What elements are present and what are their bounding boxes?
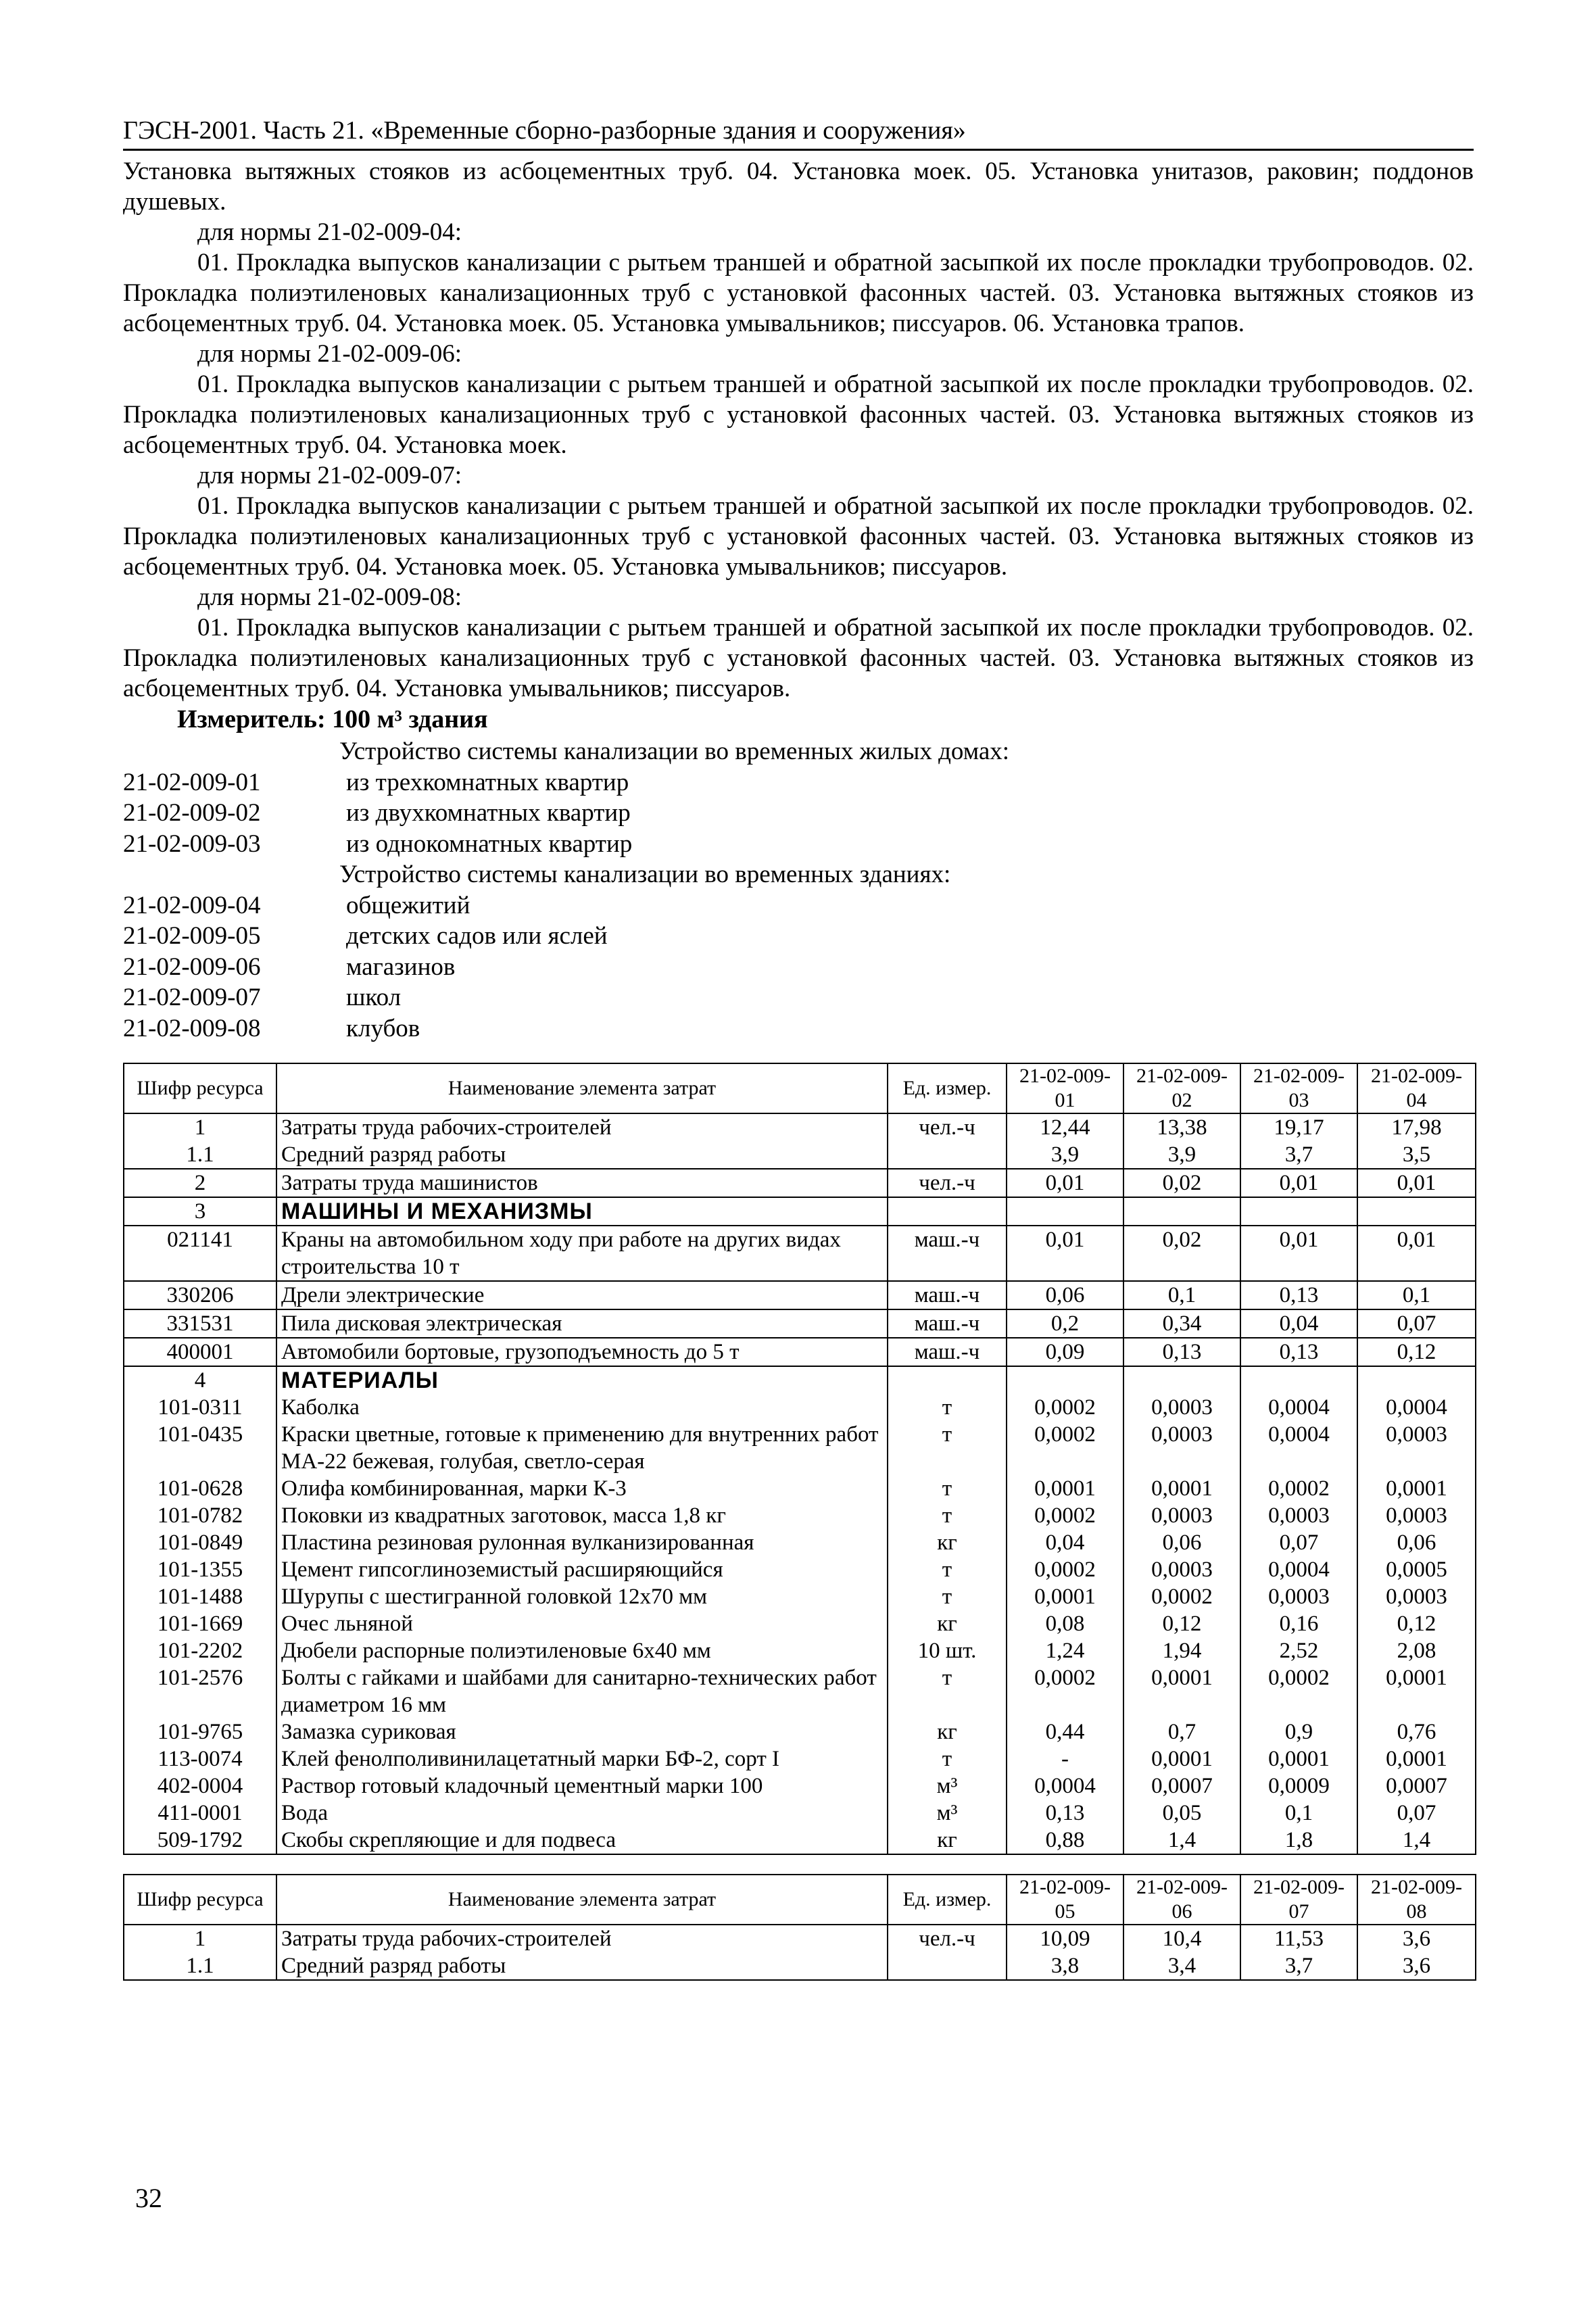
unit-cell: т: [888, 1394, 1007, 1421]
table-row: [124, 1952, 1476, 1980]
value-cell: 0,7: [1123, 1718, 1240, 1745]
unit-cell: т: [888, 1421, 1007, 1475]
list-item-code: 21-02-009-08: [123, 1014, 261, 1042]
resource-table-1: [123, 1063, 1476, 1855]
value-cell: 0,01: [1357, 1226, 1476, 1281]
resource-code-cell: 101-0849: [124, 1529, 276, 1556]
value-cell: 0,02: [1123, 1169, 1240, 1197]
resource-name-cell: Цемент гипсоглиноземистый расширяющийся: [276, 1556, 888, 1583]
value-cell: 1,94: [1123, 1637, 1240, 1664]
table-row: [124, 1475, 1476, 1502]
paragraph-norm-08: 01. Прокладка выпусков канализации с рытьем траншей и обратной засыпкой их после прокладки трубопроводов. 02. Прокладка полиэтиленовых канализационных труб с установкой фасонных частей. 03. Установка вытяжных стояков из асбоцементных труб. 04. Установка умывальников; писсуаров.: [123, 614, 1474, 702]
list-item-text: магазинов: [346, 952, 456, 981]
list-item-text: школ: [346, 984, 402, 1011]
value-cell: 0,0003: [1357, 1502, 1476, 1529]
value-cell: 3,9: [1007, 1141, 1123, 1169]
value-cell: 0,0002: [1007, 1664, 1123, 1718]
resource-name-cell: Средний разряд работы: [276, 1141, 888, 1169]
resource-code-cell: 1.1: [124, 1952, 276, 1980]
value-cell: 0,0001: [1123, 1745, 1240, 1772]
value-cell: 0,0005: [1357, 1556, 1476, 1583]
column-header-name: Наименование элемента затрат: [276, 1875, 888, 1925]
unit-cell: м³: [888, 1800, 1007, 1827]
value-cell: 0,13: [1123, 1338, 1240, 1366]
resource-name-cell: Дюбели распорные полиэтиленовые 6х40 мм: [276, 1637, 888, 1664]
page-number: 32: [135, 2183, 162, 2213]
value-cell: 0,09: [1007, 1338, 1123, 1366]
value-cell: 0,04: [1007, 1529, 1123, 1556]
resource-code-cell: 101-2576: [124, 1664, 276, 1718]
table-row: [124, 1583, 1476, 1610]
table-row: [124, 1169, 1476, 1197]
value-cell: 3,6: [1357, 1925, 1476, 1952]
resource-name-cell: Клей фенолполивинилацетатный марки БФ-2, сорт I: [276, 1745, 888, 1772]
value-cell: 0,0002: [1240, 1475, 1357, 1502]
table-row: [124, 1502, 1476, 1529]
resource-code-cell: 402-0004: [124, 1772, 276, 1800]
column-header-norm: 21-02-009-04: [1357, 1063, 1476, 1113]
resource-name-cell: Скобы скрепляющие и для подвеса: [276, 1827, 888, 1854]
value-cell: [1007, 1366, 1123, 1394]
resource-name-cell: Замазка суриковая: [276, 1718, 888, 1745]
unit-cell: кг: [888, 1718, 1007, 1745]
table-row: [124, 1394, 1476, 1421]
table-row: [124, 1338, 1476, 1366]
value-cell: 0,06: [1123, 1529, 1240, 1556]
resource-name-cell: Пластина резиновая рулонная вулканизированная: [276, 1529, 888, 1556]
table-row: [124, 1421, 1476, 1475]
resource-name-cell: Очес льняной: [276, 1610, 888, 1637]
unit-cell: кг: [888, 1827, 1007, 1854]
resource-code-cell: 400001: [124, 1338, 276, 1366]
value-cell: 1,8: [1240, 1827, 1357, 1854]
resource-code-cell: 411-0001: [124, 1800, 276, 1827]
column-header-norm: 21-02-009-07: [1240, 1875, 1357, 1925]
resource-name-cell: Краски цветные, готовые к применению для внутренних работ МА-22 бежевая, голубая, светло-серая: [276, 1421, 888, 1475]
column-header-name: Наименование элемента затрат: [276, 1063, 888, 1113]
value-cell: 0,0002: [1123, 1583, 1240, 1610]
unit-cell: чел.-ч: [888, 1925, 1007, 1952]
unit-cell: [888, 1141, 1007, 1169]
resource-code-cell: 1.1: [124, 1141, 276, 1169]
value-cell: [1123, 1366, 1240, 1394]
unit-cell: чел.-ч: [888, 1113, 1007, 1141]
value-cell: 0,1: [1240, 1800, 1357, 1827]
table-row: [124, 1925, 1476, 1952]
value-cell: 0,0003: [1240, 1502, 1357, 1529]
resource-code-cell: 1: [124, 1925, 276, 1952]
document-page: [123, 115, 1474, 1981]
value-cell: 11,53: [1240, 1925, 1357, 1952]
unit-cell: [888, 1366, 1007, 1394]
resource-name-cell: МАТЕРИАЛЫ: [276, 1366, 888, 1394]
value-cell: 0,1: [1123, 1281, 1240, 1309]
value-cell: 3,5: [1357, 1141, 1476, 1169]
value-cell: 3,8: [1007, 1952, 1123, 1980]
value-cell: 3,4: [1123, 1952, 1240, 1980]
resource-name-cell: Краны на автомобильном ходу при работе на других видах строительства 10 т: [276, 1226, 888, 1281]
value-cell: 0,0004: [1007, 1772, 1123, 1800]
measure-unit: Измеритель: 100 м³ здания: [177, 705, 488, 733]
page-header: ГЭСН-2001. Часть 21. «Временные сборно-разборные здания и сооружения»: [123, 115, 1474, 151]
list-item-text: из двухкомнатных квартир: [346, 799, 631, 827]
value-cell: 0,01: [1240, 1226, 1357, 1281]
resource-name-cell: Средний разряд работы: [276, 1952, 888, 1980]
list-item-text: из трехкомнатных квартир: [346, 768, 629, 796]
resource-name-cell: Затраты труда машинистов: [276, 1169, 888, 1197]
value-cell: 0,0003: [1357, 1583, 1476, 1610]
value-cell: 2,08: [1357, 1637, 1476, 1664]
resource-name-cell: МАШИНЫ И МЕХАНИЗМЫ: [276, 1197, 888, 1226]
column-header-norm: 21-02-009-06: [1123, 1875, 1240, 1925]
value-cell: [1357, 1197, 1476, 1226]
resource-name-cell: Каболка: [276, 1394, 888, 1421]
value-cell: 3,9: [1123, 1141, 1240, 1169]
list-item-text: из однокомнатных квартир: [346, 829, 633, 858]
value-cell: 0,0003: [1123, 1394, 1240, 1421]
list-item-code: 21-02-009-06: [123, 952, 261, 981]
table-row: [124, 1281, 1476, 1309]
value-cell: 3,7: [1240, 1952, 1357, 1980]
value-cell: 0,0001: [1007, 1583, 1123, 1610]
value-cell: [1123, 1197, 1240, 1226]
value-cell: 0,0001: [1240, 1745, 1357, 1772]
value-cell: 0,16: [1240, 1610, 1357, 1637]
value-cell: 13,38: [1123, 1113, 1240, 1141]
norm-label-04: для нормы 21-02-009-04:: [197, 218, 462, 246]
value-cell: 0,0007: [1357, 1772, 1476, 1800]
column-header-unit: Ед. измер.: [888, 1875, 1007, 1925]
value-cell: 0,0002: [1007, 1421, 1123, 1475]
table-row: [124, 1745, 1476, 1772]
table-row: [124, 1556, 1476, 1583]
resource-code-cell: 021141: [124, 1226, 276, 1281]
value-cell: 0,9: [1240, 1718, 1357, 1745]
value-cell: 3,6: [1357, 1952, 1476, 1980]
value-cell: 0,0003: [1123, 1421, 1240, 1475]
value-cell: 0,01: [1007, 1169, 1123, 1197]
value-cell: 0,12: [1357, 1610, 1476, 1637]
paragraph-norm-03-tail: Установка вытяжных стояков из асбоцементных труб. 04. Установка моек. 05. Установка унитазов, раковин; поддонов душевых.: [123, 158, 1474, 216]
table-row: [124, 1529, 1476, 1556]
list-item-code: 21-02-009-03: [123, 829, 261, 858]
value-cell: 0,44: [1007, 1718, 1123, 1745]
resource-code-cell: 101-0311: [124, 1394, 276, 1421]
unit-cell: [888, 1952, 1007, 1980]
table-row: [124, 1637, 1476, 1664]
value-cell: 0,2: [1007, 1309, 1123, 1338]
value-cell: 0,0001: [1357, 1475, 1476, 1502]
unit-cell: т: [888, 1745, 1007, 1772]
unit-cell: 10 шт.: [888, 1637, 1007, 1664]
unit-cell: кг: [888, 1610, 1007, 1637]
resource-code-cell: 4: [124, 1366, 276, 1394]
resource-code-cell: 113-0074: [124, 1745, 276, 1772]
list-item: [123, 890, 1474, 921]
value-cell: 0,13: [1240, 1338, 1357, 1366]
value-cell: 1,4: [1357, 1827, 1476, 1854]
unit-cell: маш.-ч: [888, 1281, 1007, 1309]
unit-cell: маш.-ч: [888, 1309, 1007, 1338]
value-cell: 0,76: [1357, 1718, 1476, 1745]
list-item: [123, 767, 1474, 798]
column-header-norm: 21-02-009-01: [1007, 1063, 1123, 1113]
value-cell: 3,7: [1240, 1141, 1357, 1169]
norm-list: [123, 736, 1474, 1044]
resource-name-cell: Затраты труда рабочих-строителей: [276, 1113, 888, 1141]
value-cell: 0,0007: [1123, 1772, 1240, 1800]
list-item: [123, 1013, 1474, 1044]
paragraph-norm-06: 01. Прокладка выпусков канализации с рытьем траншей и обратной засыпкой их после прокладки трубопроводов. 02. Прокладка полиэтиленовых канализационных труб с установкой фасонных частей. 03. Установка вытяжных стояков из асбоцементных труб. 04. Установка моек.: [123, 370, 1474, 459]
unit-cell: т: [888, 1664, 1007, 1718]
list-item: [123, 982, 1474, 1013]
list-item: [123, 952, 1474, 983]
list-item: [123, 798, 1474, 829]
value-cell: 0,0003: [1123, 1502, 1240, 1529]
unit-cell: т: [888, 1556, 1007, 1583]
value-cell: 0,12: [1357, 1338, 1476, 1366]
unit-cell: т: [888, 1583, 1007, 1610]
value-cell: 1,4: [1123, 1827, 1240, 1854]
list-group-heading: Устройство системы канализации во временных жилых домах:: [339, 738, 1010, 765]
table-row: [124, 1141, 1476, 1169]
list-item-text: детских садов или яслей: [346, 922, 608, 950]
table-row: [124, 1610, 1476, 1637]
value-cell: 0,01: [1007, 1226, 1123, 1281]
value-cell: 0,0001: [1357, 1745, 1476, 1772]
unit-cell: чел.-ч: [888, 1169, 1007, 1197]
value-cell: 0,0001: [1123, 1664, 1240, 1718]
value-cell: 0,88: [1007, 1827, 1123, 1854]
value-cell: 0,02: [1123, 1226, 1240, 1281]
resource-code-cell: 3: [124, 1197, 276, 1226]
table-row: [124, 1226, 1476, 1281]
list-item-code: 21-02-009-01: [123, 768, 261, 796]
resource-name-cell: Пила дисковая электрическая: [276, 1309, 888, 1338]
resource-code-cell: 101-1488: [124, 1583, 276, 1610]
value-cell: 0,0004: [1240, 1421, 1357, 1475]
table-row: [124, 1718, 1476, 1745]
value-cell: 0,0001: [1123, 1475, 1240, 1502]
list-item-code: 21-02-009-04: [123, 891, 261, 919]
value-cell: 0,0009: [1240, 1772, 1357, 1800]
resource-code-cell: 101-1669: [124, 1610, 276, 1637]
value-cell: 0,08: [1007, 1610, 1123, 1637]
list-item-code: 21-02-009-02: [123, 799, 261, 827]
resource-code-cell: 101-1355: [124, 1556, 276, 1583]
column-header-code: Шифр ресурса: [124, 1875, 276, 1925]
column-header-norm: 21-02-009-03: [1240, 1063, 1357, 1113]
resource-name-cell: Вода: [276, 1800, 888, 1827]
value-cell: 0,07: [1357, 1309, 1476, 1338]
list-group-heading: Устройство системы канализации во временных зданиях:: [339, 861, 951, 888]
value-cell: 0,1: [1357, 1281, 1476, 1309]
list-item: [123, 921, 1474, 952]
resource-code-cell: 1: [124, 1113, 276, 1141]
column-header-unit: Ед. измер.: [888, 1063, 1007, 1113]
column-header-norm: 21-02-009-08: [1357, 1875, 1476, 1925]
value-cell: 0,13: [1007, 1800, 1123, 1827]
table-row: [124, 1800, 1476, 1827]
table-row: [124, 1197, 1476, 1226]
value-cell: 19,17: [1240, 1113, 1357, 1141]
value-cell: 0,05: [1123, 1800, 1240, 1827]
value-cell: 0,0003: [1357, 1421, 1476, 1475]
resource-code-cell: 101-9765: [124, 1718, 276, 1745]
resource-name-cell: Шурупы с шестигранной головкой 12х70 мм: [276, 1583, 888, 1610]
list-item-text: общежитий: [346, 891, 470, 919]
unit-cell: т: [888, 1502, 1007, 1529]
value-cell: 17,98: [1357, 1113, 1476, 1141]
value-cell: 0,13: [1240, 1281, 1357, 1309]
table-row: [124, 1366, 1476, 1394]
value-cell: 0,0001: [1357, 1664, 1476, 1718]
table-row: [124, 1664, 1476, 1718]
resource-name-cell: Автомобили бортовые, грузоподъемность до 5 т: [276, 1338, 888, 1366]
value-cell: 0,06: [1007, 1281, 1123, 1309]
value-cell: -: [1007, 1745, 1123, 1772]
paragraph-norm-07: 01. Прокладка выпусков канализации с рытьем траншей и обратной засыпкой их после прокладки трубопроводов. 02. Прокладка полиэтиленовых канализационных труб с установкой фасонных частей. 03. Установка вытяжных стояков из асбоцементных труб. 04. Установка моек. 05. Установка умывальников; писсуаров.: [123, 492, 1474, 581]
column-header-norm: 21-02-009-05: [1007, 1875, 1123, 1925]
value-cell: 0,34: [1123, 1309, 1240, 1338]
value-cell: 0,07: [1240, 1529, 1357, 1556]
paragraph-norm-04: 01. Прокладка выпусков канализации с рытьем траншей и обратной засыпкой их после прокладки трубопроводов. 02. Прокладка полиэтиленовых канализационных труб с установкой фасонных частей. 03. Установка вытяжных стояков из асбоцементных труб. 04. Установка моек. 05. Установка умывальников; писсуаров. 06. Установка трапов.: [123, 249, 1474, 337]
resource-code-cell: 101-0628: [124, 1475, 276, 1502]
resource-name-cell: Болты с гайками и шайбами для санитарно-технических работ диаметром 16 мм: [276, 1664, 888, 1718]
list-item-code: 21-02-009-05: [123, 922, 261, 950]
resource-code-cell: 101-2202: [124, 1637, 276, 1664]
value-cell: [1240, 1366, 1357, 1394]
value-cell: 0,0001: [1007, 1475, 1123, 1502]
value-cell: 0,0002: [1240, 1664, 1357, 1718]
unit-cell: кг: [888, 1529, 1007, 1556]
value-cell: 0,0002: [1007, 1502, 1123, 1529]
unit-cell: т: [888, 1475, 1007, 1502]
table-row: [124, 1309, 1476, 1338]
value-cell: 0,07: [1357, 1800, 1476, 1827]
unit-cell: м³: [888, 1772, 1007, 1800]
resource-name-cell: Раствор готовый кладочный цементный марки 100: [276, 1772, 888, 1800]
unit-cell: маш.-ч: [888, 1338, 1007, 1366]
value-cell: 0,12: [1123, 1610, 1240, 1637]
value-cell: 0,0002: [1007, 1394, 1123, 1421]
resource-code-cell: 101-0435: [124, 1421, 276, 1475]
value-cell: 0,0003: [1240, 1583, 1357, 1610]
value-cell: [1240, 1197, 1357, 1226]
value-cell: 0,0002: [1007, 1556, 1123, 1583]
resource-name-cell: Дрели электрические: [276, 1281, 888, 1309]
norm-label-07: для нормы 21-02-009-07:: [197, 462, 462, 489]
value-cell: 0,01: [1240, 1169, 1357, 1197]
list-item-code: 21-02-009-07: [123, 984, 261, 1011]
value-cell: 0,04: [1240, 1309, 1357, 1338]
resource-name-cell: Затраты труда рабочих-строителей: [276, 1925, 888, 1952]
unit-cell: маш.-ч: [888, 1226, 1007, 1281]
value-cell: [1007, 1197, 1123, 1226]
value-cell: 12,44: [1007, 1113, 1123, 1141]
table-row: [124, 1772, 1476, 1800]
resource-code-cell: 331531: [124, 1309, 276, 1338]
value-cell: 2,52: [1240, 1637, 1357, 1664]
resource-code-cell: 2: [124, 1169, 276, 1197]
table-row: [124, 1113, 1476, 1141]
value-cell: 0,0004: [1240, 1556, 1357, 1583]
list-item-text: клубов: [346, 1014, 420, 1042]
list-item: [123, 829, 1474, 860]
resource-code-cell: 101-0782: [124, 1502, 276, 1529]
value-cell: 0,01: [1357, 1169, 1476, 1197]
value-cell: [1357, 1366, 1476, 1394]
value-cell: 10,09: [1007, 1925, 1123, 1952]
value-cell: 0,0004: [1357, 1394, 1476, 1421]
column-header-code: Шифр ресурса: [124, 1063, 276, 1113]
table-header-row: [124, 1063, 1476, 1113]
table-row: [124, 1827, 1476, 1854]
norm-label-08: для нормы 21-02-009-08:: [197, 583, 462, 611]
resource-name-cell: Олифа комбинированная, марки К-3: [276, 1475, 888, 1502]
norm-label-06: для нормы 21-02-009-06:: [197, 340, 462, 368]
resource-table-2: [123, 1874, 1476, 1981]
table-header-row: [124, 1875, 1476, 1925]
value-cell: 10,4: [1123, 1925, 1240, 1952]
value-cell: 0,06: [1357, 1529, 1476, 1556]
resource-code-cell: 509-1792: [124, 1827, 276, 1854]
resource-code-cell: 330206: [124, 1281, 276, 1309]
resource-name-cell: Поковки из квадратных заготовок, масса 1,8 кг: [276, 1502, 888, 1529]
column-header-norm: 21-02-009-02: [1123, 1063, 1240, 1113]
value-cell: 0,0004: [1240, 1394, 1357, 1421]
unit-cell: [888, 1197, 1007, 1226]
value-cell: 1,24: [1007, 1637, 1123, 1664]
value-cell: 0,0003: [1123, 1556, 1240, 1583]
